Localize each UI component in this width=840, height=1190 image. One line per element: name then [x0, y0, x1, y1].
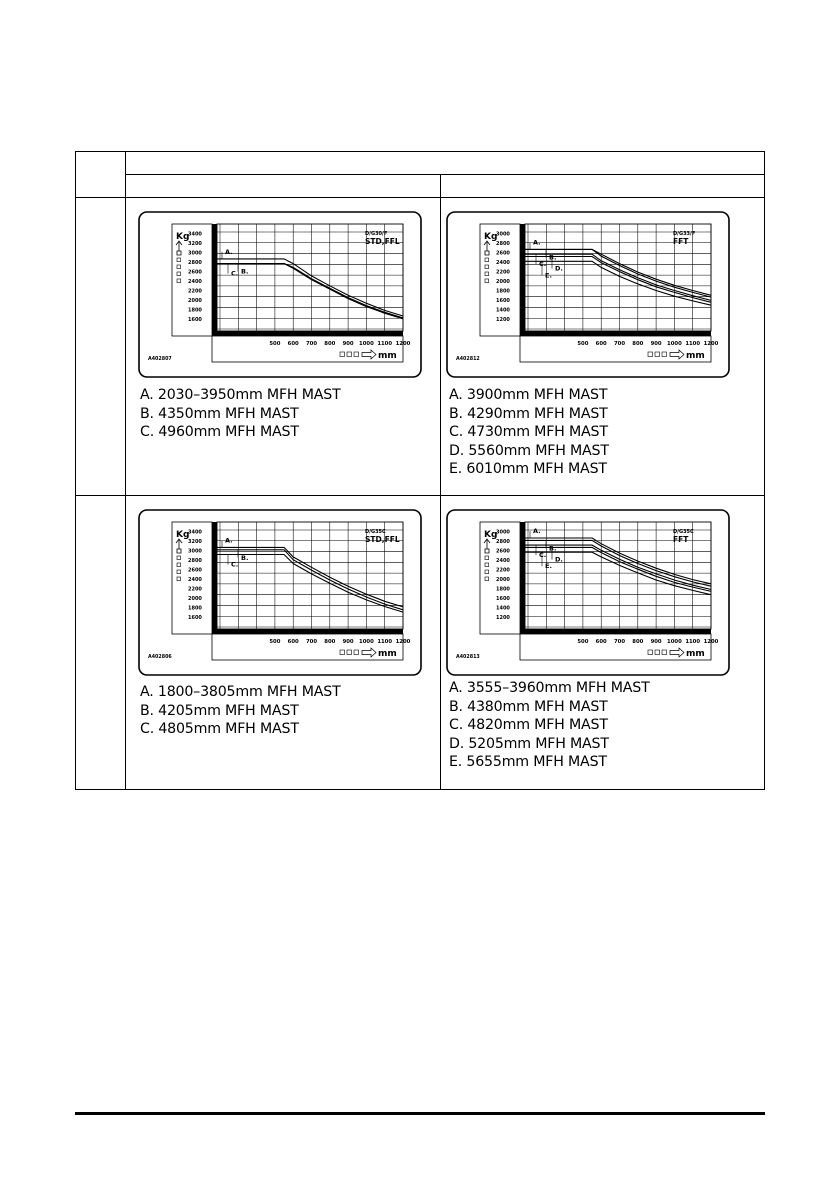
legend-item: C. 4820mm MFH MAST [449, 717, 608, 734]
legend-2 [449, 386, 609, 479]
y-tick-label: 1800 [496, 586, 510, 593]
x-tick-label: 700 [613, 639, 626, 645]
load-chart-4 [446, 509, 730, 676]
x-tick-label: 600 [287, 341, 299, 347]
y-tick-label: 2400 [496, 259, 510, 266]
y-tick-label: 3000 [188, 548, 202, 555]
y-tick-label: 1600 [496, 595, 510, 602]
chart-code: A402807 [148, 357, 172, 362]
x-axis-label: mm [378, 351, 397, 361]
footer-rule [75, 1112, 765, 1115]
x-tick-label: 1200 [395, 639, 411, 645]
y-tick-label: 1800 [188, 605, 202, 612]
x-tick-label: 1000 [667, 639, 682, 645]
x-tick-label: 1100 [685, 639, 701, 645]
y-axis-bar [520, 522, 525, 634]
y-axis-label: Kg [484, 530, 498, 540]
series-label: E. [545, 562, 552, 571]
y-tick-label: 3200 [188, 538, 202, 545]
y-axis-bar [212, 522, 217, 634]
y-tick-label: 1400 [496, 307, 510, 314]
x-tick-label: 600 [595, 639, 607, 645]
y-axis-label: Kg [176, 530, 190, 540]
y-tick-label: 1800 [496, 288, 510, 295]
x-axis-label: mm [686, 649, 705, 659]
series-label: B. [241, 553, 249, 562]
legend-item: B. 4205mm MFH MAST [140, 702, 299, 719]
y-tick-label: 3000 [496, 529, 510, 536]
y-tick-label: 2800 [188, 557, 202, 564]
model-label: D/G35C [673, 529, 694, 535]
legend-item: D. 5205mm MFH MAST [449, 735, 609, 752]
model-label: D/G33/F [673, 231, 696, 237]
series-label: A. [225, 536, 233, 545]
legend-item: B. 4380mm MFH MAST [449, 698, 608, 715]
x-tick-label: 1000 [359, 639, 374, 645]
chart-code: A402806 [148, 655, 172, 660]
variant-label: STD,FFL [365, 535, 400, 544]
y-tick-label: 2200 [188, 586, 202, 593]
y-tick-label: 2800 [496, 240, 510, 247]
y-tick-label: 1200 [496, 316, 510, 323]
x-tick-label: 900 [650, 639, 662, 645]
y-tick-label: 2200 [188, 288, 202, 295]
series-label: B. [549, 544, 557, 553]
y-tick-label: 3000 [188, 250, 202, 257]
y-axis-label: Kg [176, 232, 190, 242]
x-tick-label: 800 [324, 341, 336, 347]
series-label: D. [555, 555, 563, 564]
x-axis-label: mm [378, 649, 397, 659]
y-tick-label: 2600 [188, 567, 202, 574]
chart-code: A402812 [456, 357, 480, 362]
legend-item: A. 2030–3950mm MFH MAST [140, 387, 341, 403]
y-tick-label: 1400 [496, 605, 510, 612]
series-label: C. [231, 269, 239, 278]
x-tick-label: 500 [577, 639, 589, 645]
legend-3 [140, 683, 341, 739]
x-axis-bar [212, 331, 403, 336]
x-tick-label: 1100 [685, 341, 701, 347]
x-tick-label: 900 [650, 341, 662, 347]
variant-label: FFT [673, 535, 689, 544]
y-tick-label: 2000 [496, 278, 510, 285]
chart-code: A402813 [456, 655, 480, 660]
x-tick-label: 1200 [703, 341, 719, 347]
x-tick-label: 500 [269, 639, 281, 645]
y-tick-label: 3400 [188, 231, 202, 238]
cell-chart-2 [441, 198, 764, 495]
x-tick-label: 900 [342, 639, 354, 645]
x-tick-label: 700 [613, 341, 626, 347]
y-axis-bar [520, 224, 525, 336]
y-tick-label: 2200 [496, 269, 510, 276]
y-tick-label: 1600 [496, 297, 510, 304]
series-label: A. [225, 247, 233, 256]
x-tick-label: 1000 [667, 341, 682, 347]
series-label: C. [539, 260, 547, 269]
cell-chart-4 [441, 496, 764, 789]
series-label: C. [539, 551, 547, 560]
x-axis-bar [520, 331, 711, 336]
y-axis-label: Kg [484, 232, 498, 242]
cell-chart-1 [126, 198, 440, 495]
y-tick-label: 2000 [188, 297, 202, 304]
series-label: A. [533, 527, 541, 535]
y-tick-label: 2600 [496, 548, 510, 555]
variant-label: FFT [673, 237, 689, 246]
legend-item: C. 4805mm MFH MAST [140, 721, 299, 738]
legend-item: A. 1800–3805mm MFH MAST [140, 684, 341, 700]
legend-item: B. 4290mm MFH MAST [449, 405, 608, 422]
y-tick-label: 3200 [188, 240, 202, 247]
y-tick-label: 2200 [496, 567, 510, 574]
y-tick-label: 1600 [188, 614, 202, 621]
legend-1 [140, 386, 341, 442]
series-label: A. [533, 238, 541, 247]
series-label: D. [555, 264, 563, 273]
series-label: C. [231, 560, 239, 569]
table-divider-header-top [125, 174, 764, 175]
y-tick-label: 1600 [188, 316, 202, 323]
legend-item: D. 5560mm MFH MAST [449, 442, 609, 459]
x-tick-label: 1100 [377, 639, 393, 645]
y-tick-label: 1800 [188, 307, 202, 314]
x-tick-label: 800 [632, 639, 644, 645]
y-tick-label: 2000 [496, 576, 510, 583]
y-tick-label: 2400 [496, 557, 510, 564]
legend-item: E. 5655mm MFH MAST [449, 754, 607, 771]
x-tick-label: 700 [305, 341, 318, 347]
legend-item: C. 4960mm MFH MAST [140, 424, 299, 441]
model-label: D/G35C [365, 529, 386, 535]
legend-4 [449, 679, 650, 772]
variant-label: STD,FFL [365, 237, 400, 246]
load-chart-2 [446, 211, 730, 378]
y-axis-bar [212, 224, 217, 336]
legend-item: A. 3555–3960mm MFH MAST [449, 680, 650, 696]
x-axis-bar [212, 629, 403, 634]
legend-item: A. 3900mm MFH MAST [449, 387, 608, 403]
y-tick-label: 3400 [188, 529, 202, 536]
y-tick-label: 2600 [188, 269, 202, 276]
series-label: B. [241, 267, 249, 276]
load-chart-table [75, 151, 765, 790]
y-tick-label: 3000 [496, 231, 510, 238]
cell-chart-3 [126, 496, 440, 789]
series-label: B. [549, 253, 557, 262]
x-axis-bar [520, 629, 711, 634]
x-tick-label: 1200 [703, 639, 719, 645]
series-label: E. [545, 271, 552, 280]
load-chart-1 [138, 211, 422, 378]
y-tick-label: 2800 [496, 538, 510, 545]
model-label: D/G30/F [365, 231, 388, 237]
legend-item: E. 6010mm MFH MAST [449, 461, 607, 478]
y-tick-label: 1200 [496, 614, 510, 621]
y-tick-label: 2400 [188, 278, 202, 285]
x-tick-label: 800 [324, 639, 336, 645]
x-tick-label: 1200 [395, 341, 411, 347]
x-tick-label: 1000 [359, 341, 374, 347]
legend-item: B. 4350mm MFH MAST [140, 405, 299, 422]
x-tick-label: 800 [632, 341, 644, 347]
x-tick-label: 500 [269, 341, 281, 347]
x-tick-label: 1100 [377, 341, 393, 347]
x-axis-label: mm [686, 351, 705, 361]
x-tick-label: 500 [577, 341, 589, 347]
legend-item: C. 4730mm MFH MAST [449, 424, 608, 441]
x-tick-label: 900 [342, 341, 354, 347]
load-chart-3 [138, 509, 422, 676]
y-tick-label: 2000 [188, 595, 202, 602]
x-tick-label: 600 [595, 341, 607, 347]
y-tick-label: 2400 [188, 576, 202, 583]
y-tick-label: 2600 [496, 250, 510, 257]
x-tick-label: 600 [287, 639, 299, 645]
x-tick-label: 700 [305, 639, 318, 645]
y-tick-label: 2800 [188, 259, 202, 266]
